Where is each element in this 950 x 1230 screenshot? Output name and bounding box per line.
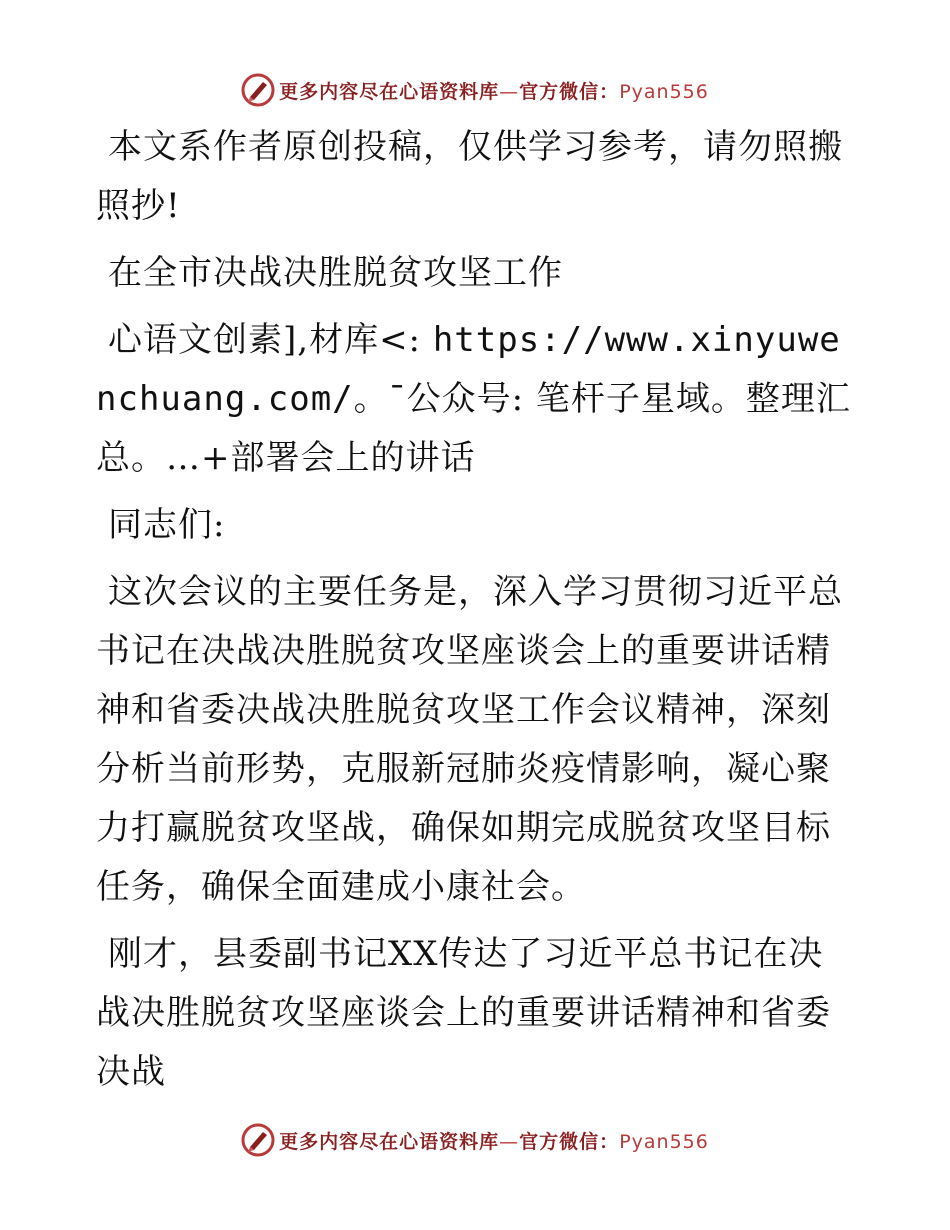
- document-body: [96, 118, 856, 1110]
- footer-banner-dash: —: [499, 1130, 520, 1153]
- footer-banner: [0, 1120, 950, 1160]
- copyright-notice: 本文系作者原创投稿，仅供学习参考，请勿照搬照抄!: [96, 127, 843, 226]
- salutation: 同志们:: [108, 505, 226, 545]
- speech-title-line: 在全市决战决胜脱贫攻坚工作: [108, 253, 563, 293]
- pen-logo-icon: [241, 1123, 275, 1157]
- header-banner-text: [279, 77, 709, 104]
- header-banner-main: 更多内容尽在心语资料库: [279, 80, 500, 103]
- header-banner-dash: —: [499, 80, 520, 103]
- paragraph-1: 这次会议的主要任务是，深入学习贯彻习近平总书记在决战决胜脱贫攻坚座谈会上的重要讲话精神和省委决战决胜脱贫攻坚工作会议精神，深刻分析当前形势，克服新冠肺炎疫情影响，凝心聚力打赢脱贫攻坚战，确保如期完成脱贫攻坚目标任务，确保全面建成小康社会。: [96, 572, 843, 907]
- source-url-link[interactable]: https://www.xinyuwenchuang.com/: [96, 320, 841, 419]
- footer-banner-main: 更多内容尽在心语资料库: [279, 1130, 500, 1153]
- paragraph-2: 刚才，县委副书记XX传达了习近平总书记在决战决胜脱贫攻坚座谈会上的重要讲话精神和省委决战: [96, 934, 831, 1092]
- header-banner: [0, 70, 950, 110]
- header-banner-wechat-id: Pyan556: [619, 80, 709, 103]
- header-banner-inner: [241, 73, 709, 107]
- pen-logo-icon: [241, 73, 275, 107]
- footer-banner-inner: [241, 1123, 709, 1157]
- footer-banner-text: [279, 1127, 709, 1154]
- source-line-prefix: 心语文创素],材库<:: [108, 320, 433, 360]
- source-line-suffix: 。¯公众号: 笔杆子星域。整理汇总。…+部署会上的讲话: [96, 379, 851, 478]
- footer-banner-wechat-label: 官方微信：: [519, 1130, 620, 1153]
- footer-banner-wechat-id: Pyan556: [619, 1130, 709, 1153]
- source-line: [96, 311, 856, 488]
- header-banner-wechat-label: 官方微信：: [519, 80, 620, 103]
